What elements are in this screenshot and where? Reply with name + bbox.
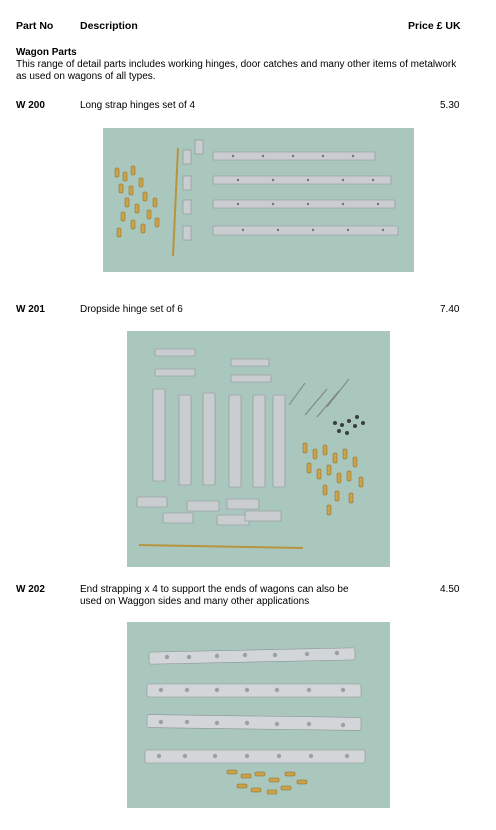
item-description: Long strap hinges set of 4 — [80, 100, 196, 111]
item-part-no: W 201 — [16, 304, 45, 315]
item-price: 7.40 — [440, 304, 460, 315]
item-description: End strapping x 4 to support the ends of wagons can also be — [80, 584, 349, 595]
column-header-part-no: Part No — [16, 20, 54, 32]
item-part-no: W 200 — [16, 100, 45, 111]
product-photo-dropside-hinges — [127, 331, 390, 567]
column-header-description: Description — [80, 20, 138, 32]
item-price: 4.50 — [440, 584, 460, 595]
item-description-line-2: used on Waggon sides and many other applications — [80, 596, 310, 607]
column-header-price: Price £ UK — [408, 20, 461, 32]
item-part-no: W 202 — [16, 584, 45, 595]
item-price: 5.30 — [440, 100, 460, 111]
product-photo-end-strapping — [127, 622, 390, 808]
product-photo-long-strap-hinges — [103, 128, 414, 272]
section-intro-line-1: This range of detail parts includes working hinges, door catches and many other items of metalwork — [16, 59, 457, 70]
section-intro-line-2: as used on wagons of all types. — [16, 71, 156, 82]
section-title: Wagon Parts — [16, 47, 77, 58]
item-description: Dropside hinge set of 6 — [80, 304, 183, 315]
